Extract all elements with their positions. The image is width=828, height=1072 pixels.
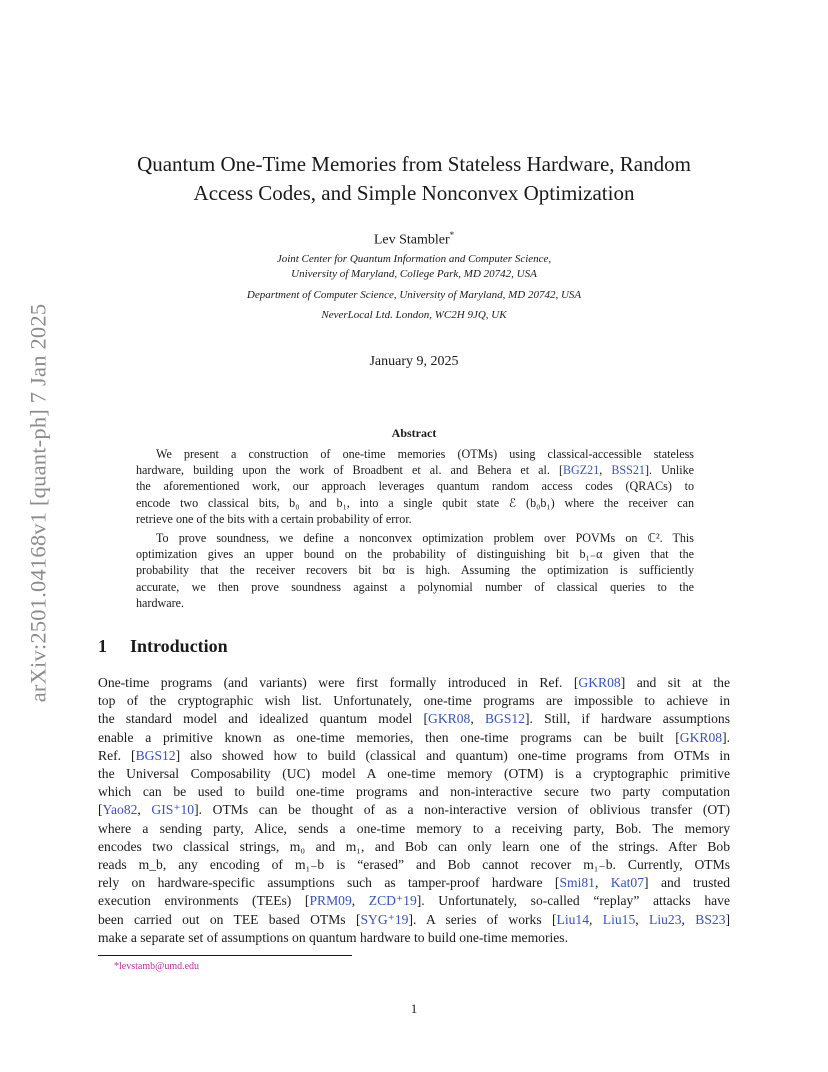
citation-link[interactable]: SYG⁺19 — [360, 911, 409, 927]
citation-link[interactable]: Liu23 — [649, 911, 682, 927]
footnote-email-link[interactable]: *levstamb@umd.edu — [114, 961, 200, 972]
abstract-line: hardware, building upon the work of Broadbent et al. and Behera et al. [BGZ21, BSS21]. Unlike — [136, 463, 694, 478]
arxiv-identifier-text: arXiv:2501.04168v1 [quant-ph] 7 Jan 2025 — [25, 303, 51, 703]
citation-link[interactable]: ZCD⁺19 — [368, 893, 417, 909]
arxiv-identifier-stamp — [20, 260, 56, 746]
abstract-paragraph-2 — [136, 530, 694, 611]
intro-line: top of the cryptographic wish list. Unfortunately, one-time programs are impossible to achieve in — [98, 693, 730, 709]
intro-line: reads m_b, any encoding of m₁₋b is “erased” and Bob cannot recover m₁₋b. Currently, OTMs — [98, 857, 730, 873]
citation-link[interactable]: GKR08 — [428, 711, 471, 727]
section-title: Introduction — [130, 636, 228, 656]
intro-line: make a separate set of assumptions on quantum hardware to build one-time memories. — [98, 929, 568, 945]
author-footnote-mark[interactable]: * — [449, 230, 455, 240]
intro-line: [Yao82, GIS⁺10]. OTMs can be thought of as a non-interactive version of oblivious transfer (OT) — [98, 802, 731, 818]
intro-line: encodes two classical strings, m₀ and m₁, and Bob can only learn one of the strings. After Bob — [98, 838, 730, 854]
abstract-line: encode two classical bits, b₀ and b₁, into a single qubit state ℰ (b₀b₁) where the receiver can — [136, 495, 694, 510]
abstract-line: hardware. — [136, 595, 185, 610]
abstract-heading: Abstract — [391, 426, 437, 440]
title-line: Quantum One-Time Memories from Stateless Hardware, Random — [137, 152, 691, 176]
paper-title — [98, 150, 730, 208]
page-number: 1 — [410, 1001, 418, 1016]
affiliation-cs-umd — [98, 288, 730, 303]
intro-line: rely on hardware-specific assumptions such as tamper-proof hardware [Smi81, Kat07] and trusted — [98, 875, 731, 891]
citation-link[interactable]: BGS12 — [135, 747, 176, 763]
citation-link[interactable]: PRM09 — [309, 893, 352, 909]
intro-line: where a sending party, Alice, sends a one-time memory to a receiving party, Bob. The memory — [98, 820, 730, 836]
affiliation-neverlocal — [98, 308, 730, 323]
abstract-line: the aforementioned work, our approach leverages quantum random access codes (QRACs) to — [136, 479, 694, 494]
intro-line: been carried out on TEE based OTMs [SYG⁺19]. A series of works [Liu14, Liu15, Liu23, BS23] — [98, 911, 731, 927]
citation-link[interactable]: GKR08 — [679, 729, 723, 745]
abstract-line: We present a construction of one-time memories (OTMs) using classical-accessible stateless — [156, 447, 694, 461]
affiliation-line: Department of Computer Science, University of Maryland, MD 20742, USA — [246, 289, 582, 301]
footnote-divider — [98, 955, 352, 956]
affiliation-line: NeverLocal Ltd. London, WC2H 9JQ, UK — [321, 309, 507, 321]
intro-line: which can be used to build one-time programs and non-interactive secure two party computation — [98, 784, 730, 800]
citation-link[interactable]: GIS⁺10 — [151, 802, 195, 818]
abstract-line: retrieve one of the bits with a certain probability of error. — [136, 511, 412, 526]
introduction-paragraph — [98, 674, 730, 947]
intro-line: the standard model and idealized quantum model [GKR08, BGS12]. Still, if hardware assumptions — [98, 711, 731, 727]
citation-link[interactable]: Liu14 — [556, 911, 589, 927]
publication-date: January 9, 2025 — [369, 354, 459, 369]
citation-link[interactable]: BGS12 — [484, 711, 525, 727]
title-line: Access Codes, and Simple Nonconvex Optimization — [193, 181, 635, 205]
abstract-line: accurate, we then prove soundness against a polynomial number of classical queries to the — [136, 579, 694, 594]
abstract-line: optimization gives an upper bound on the probability of distinguishing bit b₁₋α given that the — [136, 547, 694, 562]
citation-link[interactable]: Yao82 — [102, 802, 138, 818]
section-number: 1 — [98, 636, 107, 656]
citation-link[interactable]: Liu15 — [602, 911, 636, 927]
abstract-line: To prove soundness, we define a nonconvex optimization problem over POVMs on ℂ². This — [156, 531, 694, 545]
citation-link[interactable]: BSS21 — [611, 463, 645, 478]
citation-link[interactable]: GKR08 — [578, 675, 621, 690]
citation-link[interactable]: Smi81 — [559, 875, 595, 891]
intro-line: enable a primitive known as one-time memories, then one-time programs can be built [GKR08]. — [98, 729, 730, 745]
intro-line: execution environments (TEEs) [PRM09, ZCD⁺19]. Unfortunately, so-called “replay” attacks have — [98, 893, 730, 909]
citation-link[interactable]: BGZ21 — [562, 463, 600, 478]
intro-line: One-time programs (and variants) were first formally introduced in Ref. [GKR08] and sit at the — [98, 675, 730, 690]
citation-link[interactable]: BS23 — [695, 911, 726, 927]
author — [98, 230, 730, 249]
author-name: Lev Stambler — [373, 232, 450, 248]
abstract-paragraph-1 — [136, 446, 694, 527]
citation-link[interactable]: Kat07 — [610, 875, 645, 891]
intro-line: Ref. [BGS12] also showed how to build (classical and quantum) one-time programs from OTMs in — [98, 747, 731, 763]
affiliation-line: University of Maryland, College Park, MD 20742, USA — [291, 268, 537, 280]
affiliation-line: Joint Center for Quantum Information and Computer Science, — [276, 253, 552, 265]
intro-line: the Universal Composability (UC) model A one-time memory (OTM) is a cryptographic primitive — [98, 766, 730, 782]
section-heading-introduction — [98, 636, 228, 657]
abstract-line: probability that the receiver recovers bit bα is high. Assuming the optimization is sufficiently — [136, 563, 694, 578]
affiliation-jcqics — [98, 252, 730, 282]
